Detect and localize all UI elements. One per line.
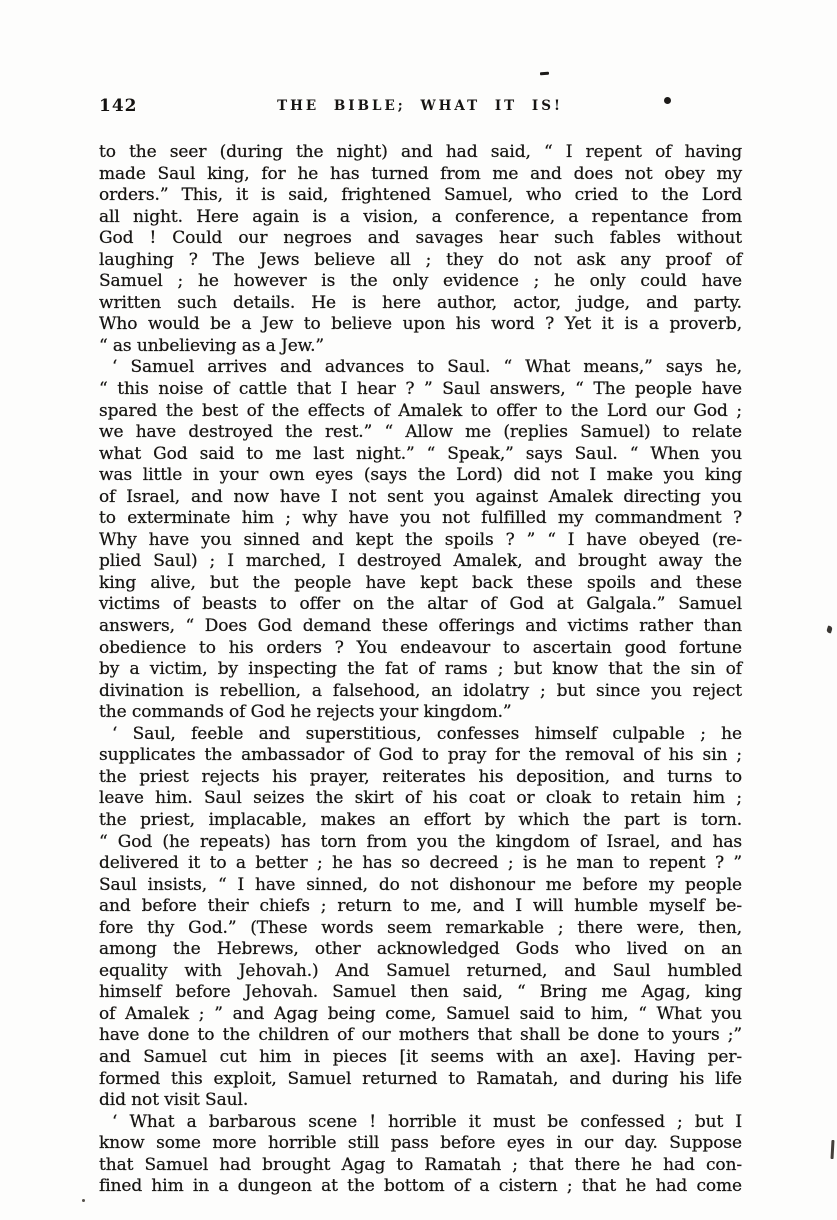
text-line: all night. Here again is a vision, a conference, a repentance from <box>99 206 742 227</box>
text-line: Who would be a Jew to believe upon his word ? Yet it is a proverb, <box>99 314 742 335</box>
text-line: spared the best of the effects of Amalek to offer to the Lord our God ; <box>99 400 742 421</box>
scan-artifact-ink-dot <box>664 97 671 104</box>
text-line: was little in your own eyes (says the Lord) did not I make you king <box>99 465 742 486</box>
text-line: the priest, implacable, makes an effort by which the part is torn. <box>99 809 742 830</box>
text-line: to the seer (during the night) and had said, “ I repent of having <box>99 142 742 162</box>
scan-artifact-edge-stroke <box>831 1140 834 1159</box>
text-line: himself before Jehovah. Samuel then said, “ Bring me Agag, king <box>99 982 742 1003</box>
text-line: God ! Could our negroes and savages hear such fables without <box>99 228 742 249</box>
text-line: answers, “ Does God demand these offerings and victims rather than <box>99 616 742 637</box>
text-line: ‘ Samuel arrives and advances to Saul. “ What means,” says he, <box>112 357 742 378</box>
text-line: of Israel, and now have I not sent you against Amalek directing you <box>99 486 742 507</box>
text-line: “ this noise of cattle that I hear ? ” Saul answers, “ The people have <box>99 379 742 400</box>
text-line: “ God (he repeats) has torn from you the kingdom of Israel, and has <box>99 831 742 852</box>
text-line: the commands of God he rejects your kingdom.” <box>99 702 512 723</box>
scan-artifact-dash <box>540 72 549 76</box>
text-line: ‘ What a barbarous scene ! horrible it must be confessed ; but I <box>112 1111 742 1132</box>
text-line: obedience to his orders ? You endeavour to ascertain good fortune <box>99 637 742 658</box>
scan-artifact-speck <box>826 625 833 633</box>
text-line: written such details. He is here author, actor, judge, and party. <box>99 292 742 313</box>
text-line: Why have you sinned and kept the spoils ? ” “ I have obeyed (re- <box>99 529 742 550</box>
text-line: laughing ? The Jews believe all ; they do not ask any proof of <box>99 249 742 270</box>
running-header <box>99 96 741 120</box>
text-line: have done to the children of our mothers that shall be done to yours ;” <box>99 1025 742 1046</box>
text-line: made Saul king, for he has turned from me and does not obey my <box>99 163 742 184</box>
text-line: we have destroyed the rest.” “ Allow me (replies Samuel) to relate <box>99 422 742 443</box>
text-line: and Samuel cut him in pieces [it seems with an axe]. Having per- <box>99 1046 742 1067</box>
text-line: to exterminate him ; why have you not fulfilled my commandment ? <box>99 508 742 529</box>
text-line: “ as unbelieving as a Jew.” <box>99 335 325 356</box>
scan-artifact-fleck <box>82 1199 85 1202</box>
page-body <box>99 142 742 1198</box>
text-line: what God said to me last night.” “ Speak,” says Saul. “ When you <box>99 443 742 464</box>
text-line: and before their chiefs ; return to me, and I will humble myself be- <box>99 896 742 917</box>
text-line: victims of beasts to offer on the altar of God at Galgala.” Samuel <box>99 594 742 615</box>
text-line: fore thy God.” (These words seem remarkable ; there were, then, <box>99 917 742 938</box>
text-line: among the Hebrews, other acknowledged Gods who lived on an <box>99 939 742 960</box>
text-line: Saul insists, “ I have sinned, do not dishonour me before my people <box>99 874 742 895</box>
text-line: the priest rejects his prayer, reiterates his deposition, and turns to <box>99 766 742 787</box>
page-number: 142 <box>99 96 138 116</box>
text-line: by a victim, by inspecting the fat of rams ; but know that the sin of <box>99 659 742 680</box>
text-line: ‘ Saul, feeble and superstitious, confesses himself culpable ; he <box>112 723 742 744</box>
running-title: THE BIBLE; WHAT IT IS! <box>277 98 563 114</box>
text-line: did not visit Saul. <box>99 1090 249 1111</box>
text-line: delivered it to a better ; he has so decreed ; is he man to repent ? ” <box>99 853 742 874</box>
text-line: divination is rebellion, a falsehood, an idolatry ; but since you reject <box>99 680 742 701</box>
text-line: of Amalek ; ” and Agag being come, Samuel said to him, “ What you <box>99 1003 742 1024</box>
text-line: Samuel ; he however is the only evidence ; he only could have <box>99 271 742 292</box>
text-line: know some more horrible still pass before eyes in our day. Suppose <box>99 1133 742 1154</box>
text-line: leave him. Saul seizes the skirt of his coat or cloak to retain him ; <box>99 788 742 809</box>
text-line: formed this exploit, Samuel returned to Ramatah, and during his life <box>99 1068 742 1089</box>
text-line: plied Saul) ; I marched, I destroyed Amalek, and brought away the <box>99 551 742 572</box>
text-line: that Samuel had brought Agag to Ramatah ; that there he had con- <box>99 1154 742 1175</box>
text-line: supplicates the ambassador of God to pray for the removal of his sin ; <box>99 745 742 766</box>
text-line: fined him in a dungeon at the bottom of a cistern ; that he had come <box>99 1176 742 1197</box>
text-line: orders.” This, it is said, frightened Samuel, who cried to the Lord <box>99 185 742 206</box>
text-line: equality with Jehovah.) And Samuel returned, and Saul humbled <box>99 960 742 981</box>
text-line: king alive, but the people have kept back these spoils and these <box>99 572 742 593</box>
